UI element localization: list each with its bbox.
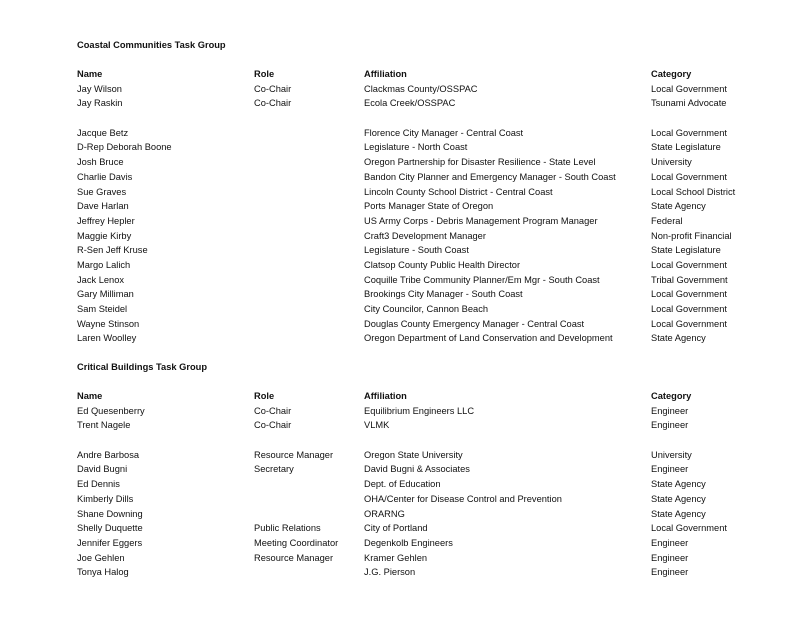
member-name: Jacque Betz	[77, 127, 129, 138]
member-category: University	[651, 157, 692, 168]
member-category: Engineer	[651, 464, 689, 475]
member-name: Charlie Davis	[77, 171, 133, 182]
table-row	[77, 140, 797, 155]
member-category: Local Government	[651, 523, 727, 534]
table-row	[77, 521, 797, 536]
table-row	[77, 199, 797, 214]
member-name: Sam Steidel	[77, 304, 128, 314]
task-group-section	[77, 38, 797, 346]
member-affiliation: J.G. Pierson	[364, 567, 416, 578]
member-category: Engineer	[651, 405, 689, 416]
member-affiliation: City of Portland	[364, 523, 428, 534]
member-category: State Agency	[651, 493, 706, 504]
table-row	[77, 302, 797, 317]
table-row	[77, 448, 797, 463]
header-category: Category	[651, 69, 692, 79]
member-role: Resource Manager	[254, 449, 334, 460]
member-category: State Agency	[651, 479, 706, 490]
table-header-row	[77, 67, 797, 82]
member-affiliation: US Army Corps - Debris Management Program Manager	[364, 215, 598, 226]
member-affiliation: Douglas County Emergency Manager - Central Coast	[364, 318, 585, 329]
table-row	[77, 185, 797, 200]
member-name: Ed Dennis	[77, 479, 120, 490]
member-role: Resource Manager	[254, 552, 334, 563]
member-category: State Agency	[651, 201, 706, 212]
member-affiliation: Clatsop County Public Health Director	[364, 259, 521, 270]
member-category: Local Government	[651, 318, 727, 329]
member-affiliation: Equilibrium Engineers LLC	[364, 405, 475, 416]
table-row	[77, 462, 797, 477]
chair-row	[77, 96, 797, 111]
member-category: Local School District	[651, 186, 736, 197]
member-affiliation: Craft3 Development Manager	[364, 230, 486, 241]
member-name: Andre Barbosa	[77, 449, 140, 460]
table-row	[77, 287, 797, 302]
member-name: Kimberly Dills	[77, 493, 134, 504]
member-category: Local Government	[651, 127, 727, 138]
header-role: Role	[254, 69, 275, 79]
member-name: Shelly Duquette	[77, 523, 143, 534]
table-row	[77, 551, 797, 566]
member-role: Co-Chair	[254, 83, 292, 94]
table-row	[77, 492, 797, 507]
member-affiliation: Brookings City Manager - South Coast	[364, 289, 523, 300]
member-category: Tribal Government	[651, 274, 728, 285]
member-name: Jack Lenox	[77, 274, 125, 285]
member-affiliation: Legislature - North Coast	[364, 142, 468, 153]
member-category: State Agency	[651, 508, 706, 519]
table-row	[77, 243, 797, 258]
member-category: Federal	[651, 215, 683, 226]
table-row	[77, 170, 797, 185]
member-category: Tsunami Advocate	[651, 98, 727, 109]
member-category: Engineer	[651, 537, 689, 548]
table-row	[77, 565, 797, 580]
member-category: Engineer	[651, 552, 689, 563]
table-row	[77, 331, 797, 346]
section-title: Critical Buildings Task Group	[77, 362, 208, 372]
member-name: Jennifer Eggers	[77, 537, 143, 548]
member-category: Engineer	[651, 420, 689, 431]
member-affiliation: Dept. of Education	[364, 479, 441, 490]
member-name: Laren Woolley	[77, 333, 137, 344]
member-category: State Legislature	[651, 142, 721, 153]
member-affiliation: OHA/Center for Disease Control and Prevention	[364, 493, 562, 504]
table-row	[77, 477, 797, 492]
member-name: R-Sen Jeff Kruse	[77, 245, 148, 256]
member-affiliation: Ecola Creek/OSSPAC	[364, 98, 456, 109]
member-name: Jay Wilson	[77, 83, 122, 94]
member-category: Local Government	[651, 171, 727, 182]
chair-row	[77, 404, 797, 419]
member-name: Tonya Halog	[77, 567, 129, 578]
member-affiliation: Legislature - South Coast	[364, 245, 469, 256]
member-affiliation: Oregon Partnership for Disaster Resilience - State Level	[364, 157, 596, 168]
header-affiliation: Affiliation	[364, 391, 407, 401]
member-name: D-Rep Deborah Boone	[77, 142, 172, 153]
member-category: Engineer	[651, 567, 689, 578]
member-name: Wayne Stinson	[77, 318, 140, 329]
member-category: Local Government	[651, 289, 727, 300]
member-name: Dave Harlan	[77, 201, 129, 212]
header-name: Name	[77, 69, 103, 79]
member-name: Ed Quesenberry	[77, 405, 145, 416]
section-title: Coastal Communities Task Group	[77, 40, 226, 50]
table-header-row	[77, 389, 797, 404]
table-row	[77, 214, 797, 229]
member-name: Joe Gehlen	[77, 552, 125, 563]
member-category: Local Government	[651, 304, 727, 314]
member-name: Jay Raskin	[77, 98, 123, 109]
table-row	[77, 273, 797, 288]
table-row	[77, 317, 797, 332]
member-name: Josh Bruce	[77, 157, 124, 168]
chair-row	[77, 418, 797, 433]
member-affiliation: Oregon State University	[364, 449, 463, 460]
member-affiliation: Bandon City Planner and Emergency Manager - South Coast	[364, 171, 616, 182]
member-affiliation: Lincoln County School District - Central Coast	[364, 186, 553, 197]
member-category: State Agency	[651, 333, 706, 344]
member-name: Jeffrey Hepler	[77, 215, 135, 226]
spacer	[77, 433, 797, 448]
member-role: Co-Chair	[254, 405, 292, 416]
table-row	[77, 126, 797, 141]
member-category: State Legislature	[651, 245, 721, 256]
member-role: Co-Chair	[254, 420, 292, 431]
member-name: Sue Graves	[77, 186, 127, 197]
member-category: University	[651, 449, 692, 460]
member-category: Local Government	[651, 259, 727, 270]
member-affiliation: City Councilor, Cannon Beach	[364, 304, 489, 314]
member-affiliation: VLMK	[364, 420, 390, 431]
header-category: Category	[651, 391, 692, 401]
member-role: Meeting Coordinator	[254, 537, 339, 548]
table-row	[77, 536, 797, 551]
member-affiliation: Clackmas County/OSSPAC	[364, 83, 478, 94]
member-name: Maggie Kirby	[77, 230, 132, 241]
member-role: Co-Chair	[254, 98, 292, 109]
spacer	[77, 52, 797, 67]
member-affiliation: David Bugni & Associates	[364, 464, 470, 475]
chair-row	[77, 82, 797, 97]
member-name: Margo Lalich	[77, 259, 131, 270]
spacer	[77, 111, 797, 126]
member-affiliation: Coquille Tribe Community Planner/Em Mgr - South Coast	[364, 274, 600, 285]
member-affiliation: Ports Manager State of Oregon	[364, 201, 494, 212]
member-affiliation: Degenkolb Engineers	[364, 537, 453, 548]
spacer	[77, 374, 797, 389]
table-row	[77, 229, 797, 244]
member-name: Gary Milliman	[77, 289, 134, 300]
header-role: Role	[254, 391, 275, 401]
member-category: Local Government	[651, 83, 727, 94]
member-affiliation: ORARNG	[364, 508, 405, 519]
member-affiliation: Florence City Manager - Central Coast	[364, 127, 524, 138]
header-affiliation: Affiliation	[364, 69, 407, 79]
table-row	[77, 507, 797, 522]
member-category: Non-profit Financial	[651, 230, 732, 241]
member-role: Public Relations	[254, 523, 321, 534]
table-row	[77, 155, 797, 170]
member-name: David Bugni	[77, 464, 128, 475]
member-affiliation: Oregon Department of Land Conservation and Development	[364, 333, 613, 344]
member-role: Secretary	[254, 464, 294, 475]
table-row	[77, 258, 797, 273]
header-name: Name	[77, 391, 103, 401]
member-name: Shane Downing	[77, 508, 143, 519]
member-affiliation: Kramer Gehlen	[364, 552, 428, 563]
task-group-section	[77, 360, 797, 580]
member-name: Trent Nagele	[77, 420, 131, 431]
